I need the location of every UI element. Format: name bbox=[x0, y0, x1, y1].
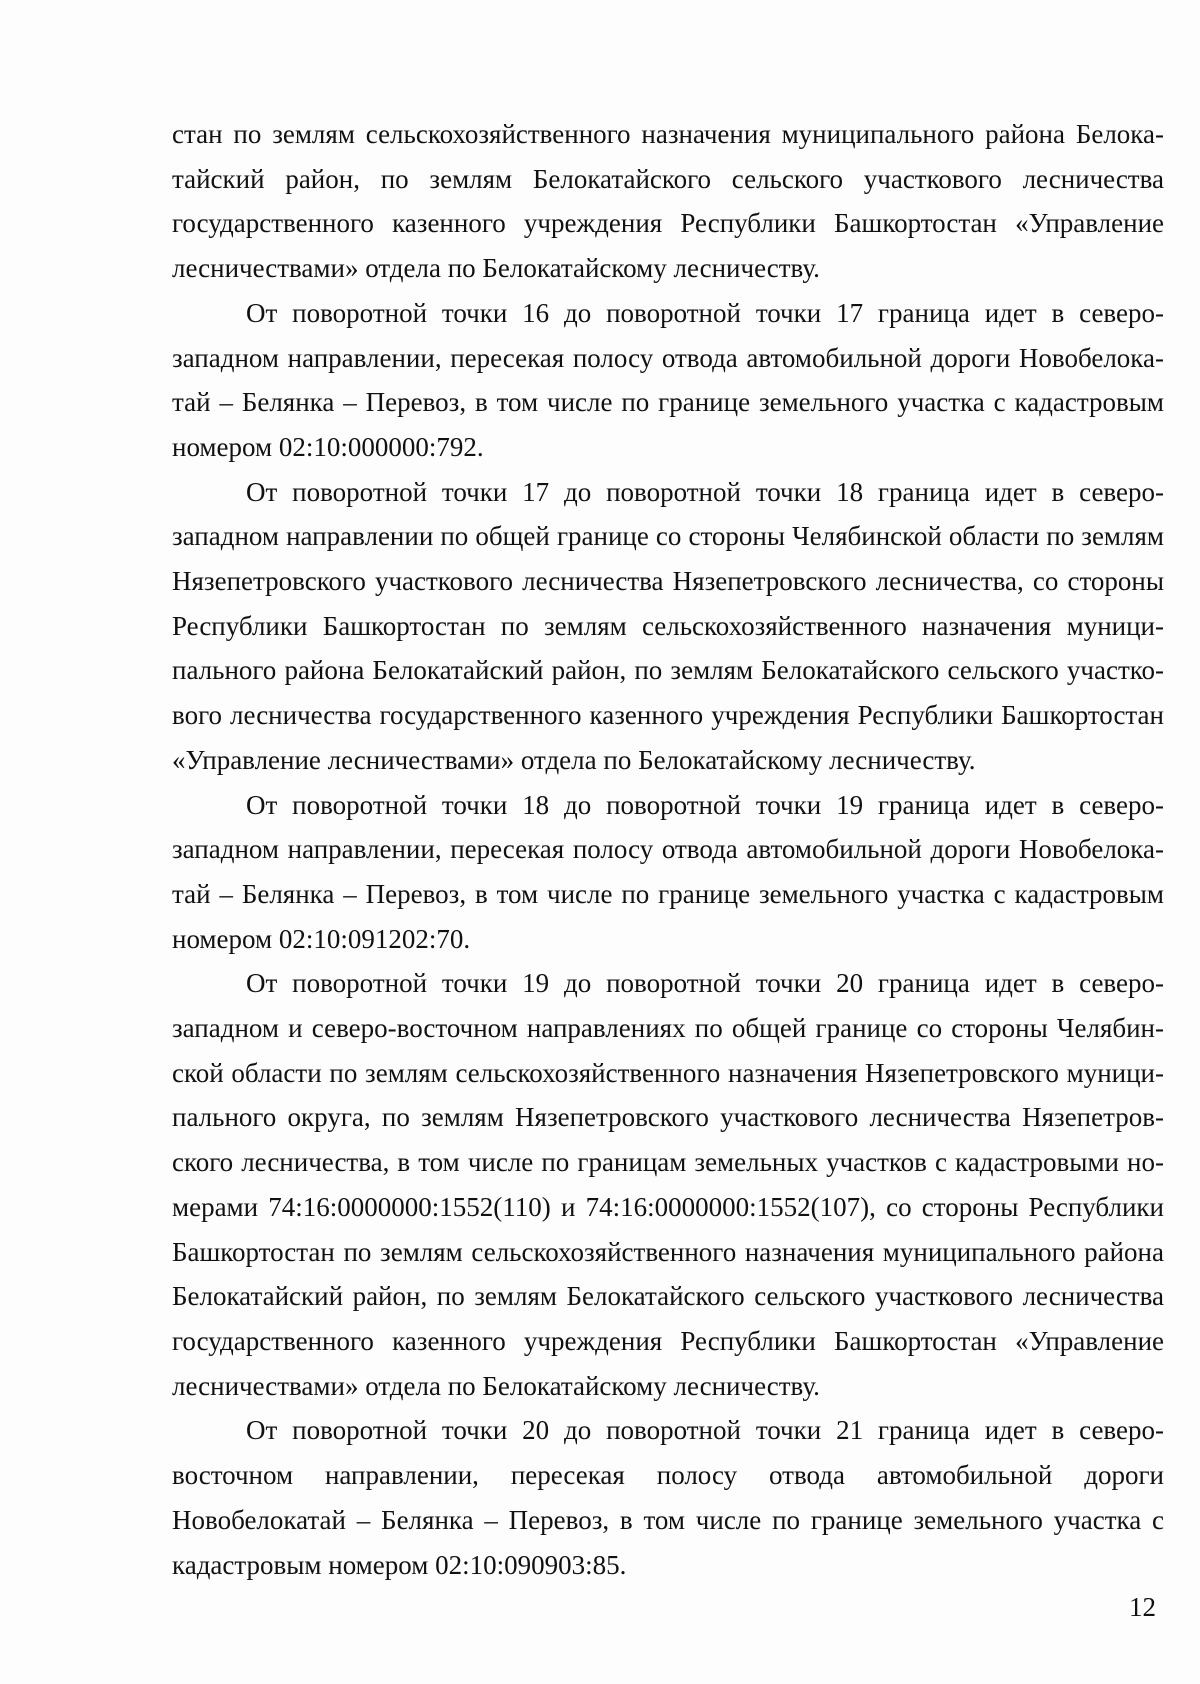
paragraph-continuation: стан по землям сельскохозяйственного назначения муниципального района Белокатайский район, по землям Белокатайского сельского участкового лесничества государственного казенного учреждения Республики Башкортостан «Управление лесничествами» отдела по Белокатайскому лесничеству. bbox=[172, 119, 1164, 284]
paragraph-point-18-19: От поворотной точки 18 до поворотной точки 19 граница идет в северо-западном направлении, пересекая полосу отвода автомобильной дороги Новобелокатай – Белянка – Перевоз, в том числе по границе земельного участка с кадастровым номером 02:10:091202:70. bbox=[172, 789, 1164, 954]
paragraph-point-19-20: От поворотной точки 19 до поворотной точки 20 граница идет в северо-западном и северо-восточном направлениях по общей границе со стороны Челябинской области по землям сельскохозяйственного назначения Нязепетровского муниципального округа, по землям Нязепетровского участкового лесничества Нязепетровского лесничества, в том числе по границам земельных участков с кадастровыми номерами 74:16:0000000:1552(110) и 74:16:0000000:1552(107), со стороны Республики Башкортостан по землям сельскохозяйственного назначения муниципального района Белокатайский район, по землям Белокатайского сельского участкового лесничества государственного казенного учреждения Республики Башкортостан «Управление лесничествами» отдела по Белокатайскому лесничеству. bbox=[172, 968, 1164, 1401]
page-number: 12 bbox=[1129, 1592, 1156, 1622]
paragraph-point-17-18: От поворотной точки 17 до поворотной точки 18 граница идет в северо-западном направлении по общей границе со стороны Челябинской области по землям Нязепетровского участкового лесничества Нязепетровского лесничества, со стороны Республики Башкортостан по землям сельскохозяйственного назначения муниципального района Белокатайский район, по землям Белокатайского сельского участкового лесничества государственного казенного учреждения Республики Башкортостан «Управление лесничествами» отдела по Белокатайскому лесничеству. bbox=[172, 476, 1164, 775]
document-body bbox=[172, 112, 1164, 1587]
paragraph-point-16-17: От поворотной точки 16 до поворотной точки 17 граница идет в северо-западном направлении, пересекая полосу отвода автомобильной дороги Новобелокатай – Белянка – Перевоз, в том числе по границе земельного участка с кадастровым номером 02:10:000000:792. bbox=[172, 297, 1164, 462]
paragraph-point-20-21: От поворотной точки 20 до поворотной точки 21 граница идет в северо-восточном направлении, пересекая полосу отвода автомобильной дороги Новобелокатай – Белянка – Перевоз, в том числе по границе земельного участка с кадастровым номером 02:10:090903:85. bbox=[172, 1415, 1164, 1580]
